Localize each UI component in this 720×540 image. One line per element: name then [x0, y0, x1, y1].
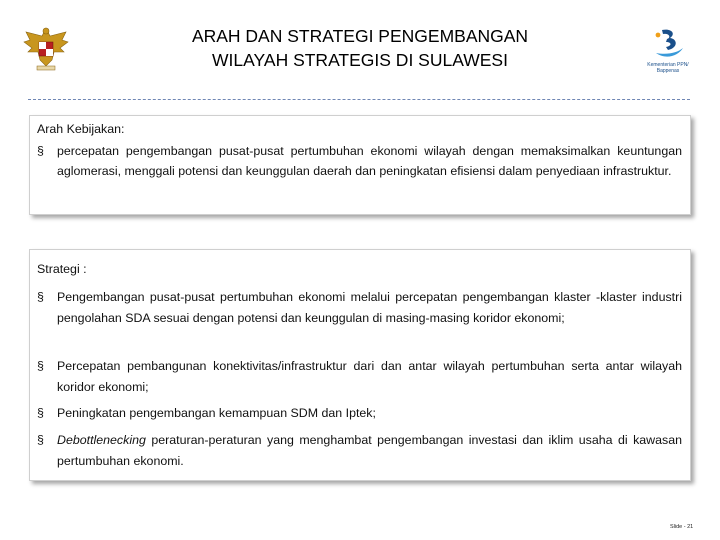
bullet-symbol: §	[37, 406, 44, 420]
strategi-item-1	[37, 287, 682, 329]
arah-bullet	[37, 141, 682, 181]
page-title	[120, 24, 600, 72]
strategi-heading: Strategi :	[37, 262, 87, 276]
bullet-symbol: §	[37, 359, 44, 373]
strategi-item-2-text: Percepatan pembangunan konektivitas/infrastruktur dari dan antar wilayah pertumbuhan serta antar wilayah koridor ekonomi;	[57, 359, 682, 394]
bullet-symbol: §	[37, 290, 44, 304]
title-line-1: ARAH DAN STRATEGI PENGEMBANGAN	[191, 26, 529, 46]
arah-item-text: percepatan pengembangan pusat-pusat pertumbuhan ekonomi wilayah dengan memaksimalkan keuntungan aglomerasi, menggali potensi dan keunggulan daerah dan peningkatan efisiensi dalam penyediaan infrastruktur.	[57, 144, 682, 178]
strategi-item-4-rest: peraturan-peraturan yang menghambat pengembangan investasi dan iklim usaha di kawasan pertumbuhan ekonomi.	[57, 433, 682, 468]
title-line-2: WILAYAH STRATEGIS DI SULAWESI	[212, 50, 508, 70]
strategi-item-3-text: Peningkatan pengembangan kemampuan SDM dan Iptek;	[57, 406, 376, 420]
strategi-item-4-text	[57, 430, 682, 472]
bappenas-caption: Kementerian PPN/ Bappenas	[647, 62, 689, 74]
strategi-item-4	[37, 430, 682, 472]
bappenas-logo	[638, 26, 698, 78]
arah-heading: Arah Kebijakan:	[37, 122, 125, 136]
arah-kebijakan-box	[29, 115, 691, 215]
debottlenecking-term: Debottlenecking	[57, 433, 146, 447]
strategi-item-2	[37, 356, 682, 398]
strategi-item-3	[37, 403, 682, 424]
header-divider	[28, 99, 690, 100]
strategi-box	[29, 249, 691, 481]
bullet-symbol: §	[37, 144, 44, 158]
bullet-symbol: §	[37, 433, 44, 447]
garuda-emblem-icon	[20, 22, 72, 74]
strategi-item-1-text: Pengembangan pusat-pusat pertumbuhan ekonomi melalui percepatan pengembangan klaster -klaster industri pengolahan SDA sesuai dengan potensi dan keunggulan di masing-masing koridor ekonomi;	[57, 290, 682, 325]
slide-number: Slide - 21	[670, 524, 694, 530]
bappenas-logo-icon	[652, 26, 686, 62]
